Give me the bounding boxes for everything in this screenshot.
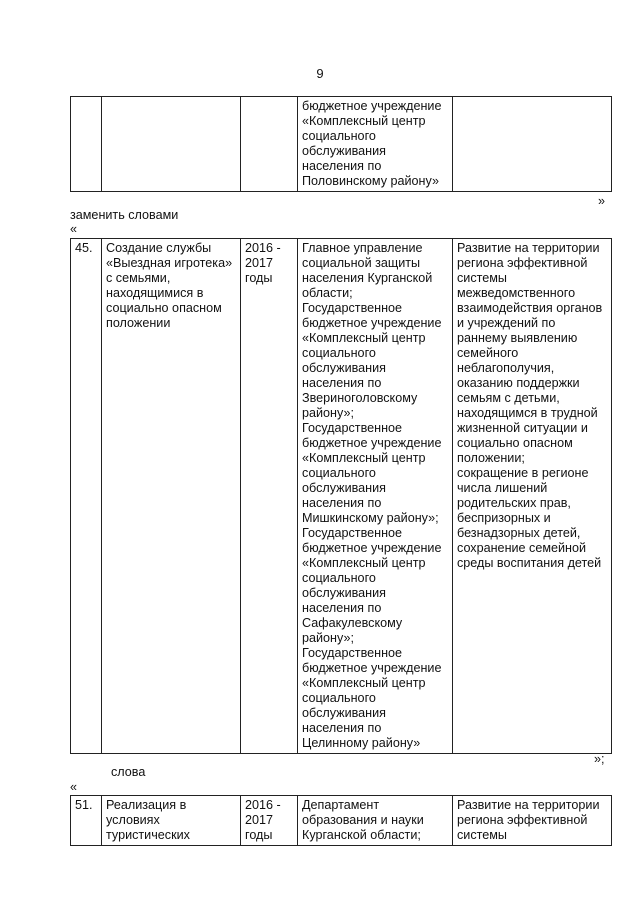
cell-number bbox=[71, 97, 102, 192]
cell-activity-name bbox=[102, 97, 241, 192]
replace-with-words-text: заменить словами bbox=[70, 208, 179, 222]
table-fragment-top bbox=[70, 96, 612, 192]
page-number: 9 bbox=[316, 66, 324, 81]
cell-number: 45. bbox=[71, 239, 102, 754]
cell-number: 51. bbox=[71, 796, 102, 846]
cell-period bbox=[241, 97, 298, 192]
table-row bbox=[71, 796, 612, 846]
table-row-51 bbox=[70, 795, 612, 846]
cell-result: Развитие на территории региона эффективной системы межведомственного взаимодействия органов и учреждений по раннему выявлению семейного неблагополучия, оказанию поддержки семьям с детьми, находящимся в трудной жизненной ситуации и социально опасном положении; сокращение в регионе числа лишений родительских прав, беспризорных и безнадзорных детей, сохранение семейной среды воспитания детей bbox=[453, 239, 612, 754]
opening-quote-mark: « bbox=[70, 222, 78, 236]
table-row bbox=[71, 97, 612, 192]
closing-quote-semicolon: »; bbox=[594, 752, 605, 766]
closing-quote-mark: » bbox=[598, 194, 606, 208]
cell-result bbox=[453, 97, 612, 192]
words-text: слова bbox=[111, 765, 146, 779]
cell-executor: Главное управление социальной защиты населения Курганской области; Государственное бюджетное учреждение «Комплексный центр социального обслуживания населения по Звериноголовскому району»; Государственное бюджетное учреждение «Комплексный центр социального обслуживания населения по Мишкинскому району»; Государственное бюджетное учреждение «Комплексный центр социального обслуживания населения по Сафакулевскому району»; Государственное бюджетное учреждение «Комплексный центр социального обслуживания населения по Целинному району» bbox=[298, 239, 453, 754]
cell-activity-name: Реализация в условиях туристических bbox=[102, 796, 241, 846]
cell-period: 2016 - 2017 годы bbox=[241, 239, 298, 754]
cell-executor: Департамент образования и науки Курганской области; bbox=[298, 796, 453, 846]
cell-period: 2016 - 2017 годы bbox=[241, 796, 298, 846]
cell-executor: бюджетное учреждение «Комплексный центр социального обслуживания населения по Половинскому району» bbox=[298, 97, 453, 192]
cell-activity-name: Создание службы «Выездная игротека» с семьями, находящимися в социально опасном положении bbox=[102, 239, 241, 754]
cell-result: Развитие на территории региона эффективной системы bbox=[453, 796, 612, 846]
table-row bbox=[71, 239, 612, 754]
table-row-45 bbox=[70, 238, 612, 754]
opening-quote-mark-2: « bbox=[70, 780, 78, 794]
